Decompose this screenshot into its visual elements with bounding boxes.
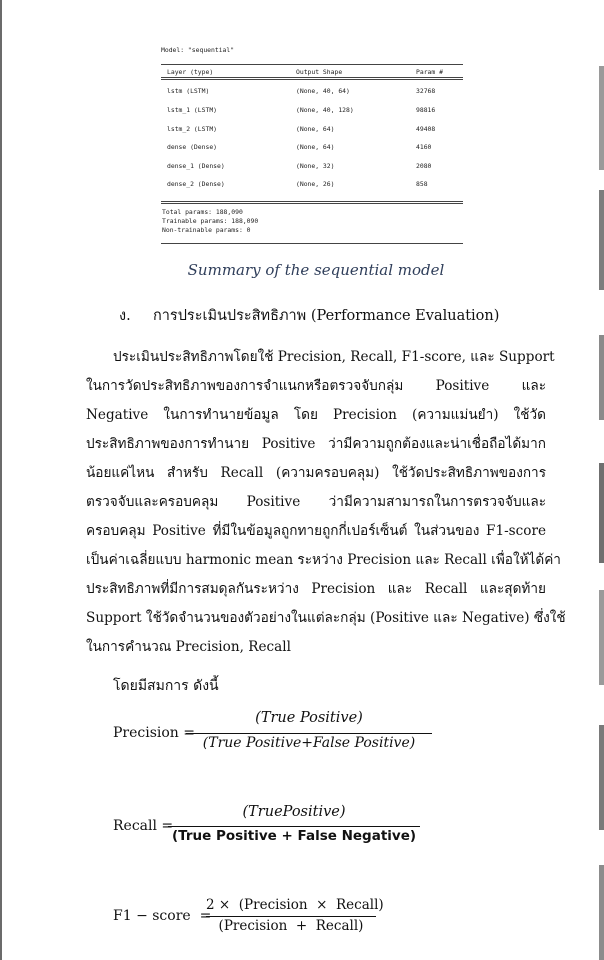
layer-output-shape: (None, 40, 64) — [296, 87, 350, 95]
precision-label: Precision = — [113, 725, 196, 741]
layer-param-count: 32768 — [416, 87, 436, 95]
recall-denominator: (True Positive + False Negative) — [171, 828, 417, 844]
layer-param-count: 4160 — [416, 143, 432, 151]
non-trainable-params: Non-trainable params: 0 — [162, 226, 251, 234]
section-title: การประเมินประสิทธิภาพ (Performance Evaluation) — [153, 308, 500, 324]
paragraph-line: ตรวจจับและครอบคลุม Positive ว่ามีความสามารถในการตรวจจับและ — [86, 494, 546, 510]
layer-param-count: 2080 — [416, 162, 432, 170]
layer-name: lstm (LSTM) — [167, 87, 210, 95]
table-top-rule — [161, 64, 463, 65]
recall-numerator: (TruePositive) — [242, 804, 346, 820]
layer-param-count: 98816 — [416, 106, 436, 114]
layer-output-shape: (None, 64) — [296, 125, 335, 133]
paragraph-line: ครอบคลุม Positive ที่มีในข้อมูลถูกทายถูกกี่เปอร์เซ็นต์ ในส่วนของ F1-score — [86, 523, 546, 539]
f1-label: F1 − score = — [113, 908, 212, 924]
adjacent-page-strip — [599, 725, 604, 830]
f1-denominator: (Precision + Recall) — [218, 918, 364, 934]
header-double-rule — [161, 77, 463, 80]
f1-fraction-bar — [206, 916, 376, 917]
adjacent-page-strip — [599, 463, 604, 563]
paragraph-line: Support ใช้วัดจำนวนของตัวอย่างในแต่ละกลุ่ม (Positive และ Negative) ซึ่งใช้ — [86, 610, 566, 626]
layer-name: dense_2 (Dense) — [167, 180, 225, 188]
layer-output-shape: (None, 32) — [296, 162, 335, 170]
paragraph-line: ประสิทธิภาพของการทำนาย Positive ว่ามีความถูกต้องและน่าเชื่อถือได้มาก — [86, 436, 546, 452]
adjacent-page-strip — [599, 590, 604, 685]
precision-numerator: (True Positive) — [255, 710, 363, 726]
layer-output-shape: (None, 64) — [296, 143, 335, 151]
precision-fraction-bar — [186, 733, 432, 734]
recall-fraction-bar — [168, 826, 420, 827]
header-param-count: Param # — [416, 68, 443, 76]
adjacent-page-strip — [599, 335, 604, 420]
paragraph-line: ในการคำนวณ Precision, Recall — [86, 639, 291, 655]
trainable-params: Trainable params: 188,090 — [162, 217, 259, 225]
model-name-line: Model: "sequential" — [161, 46, 235, 54]
header-layer-type: Layer (type) — [167, 68, 214, 76]
layer-output-shape: (None, 40, 128) — [296, 106, 354, 114]
paragraph-line: น้อยแค่ไหน สำหรับ Recall (ความครอบคลุม) ใช้วัดประสิทธิภาพของการ — [86, 465, 546, 481]
layer-name: lstm_2 (LSTM) — [167, 125, 218, 133]
figure-caption: Summary of the sequential model — [187, 261, 445, 279]
paragraph-line: ในการวัดประสิทธิภาพของการจำแนกหรือตรวจจับกลุ่ม Positive และ — [86, 378, 546, 394]
layer-name: dense (Dense) — [167, 143, 218, 151]
total-params: Total params: 188,090 — [162, 208, 243, 216]
layer-name: dense_1 (Dense) — [167, 162, 225, 170]
recall-label: Recall = — [113, 818, 174, 834]
layer-name: lstm_1 (LSTM) — [167, 106, 218, 114]
paragraph-line: เป็นค่าเฉลี่ยแบบ harmonic mean ระหว่าง Precision และ Recall เพื่อให้ได้ค่า — [86, 552, 561, 568]
equations-intro: โดยมีสมการ ดังนี้ — [113, 678, 219, 694]
paragraph-line: ประสิทธิภาพที่มีการสมดุลกันระหว่าง Precision และ Recall และสุดท้าย — [86, 581, 546, 597]
page-left-edge — [0, 0, 2, 960]
table-end-rule — [161, 243, 463, 244]
section-number: ง. — [119, 308, 131, 324]
paragraph-line: Negative ในการทำนายข้อมูล โดย Precision (ความแม่นยำ) ใช้วัด — [86, 407, 546, 423]
layer-param-count: 49408 — [416, 125, 436, 133]
layer-output-shape: (None, 26) — [296, 180, 335, 188]
paragraph-line: ประเมินประสิทธิภาพโดยใช้ Precision, Recall, F1-score, และ Support — [113, 349, 555, 365]
adjacent-page-strip — [599, 865, 604, 960]
adjacent-page-strip — [599, 66, 604, 170]
f1-numerator: 2 × (Precision × Recall) — [206, 897, 384, 913]
precision-denominator: (True Positive+False Positive) — [202, 735, 416, 751]
table-bottom-double-rule — [161, 201, 463, 204]
layer-param-count: 858 — [416, 180, 428, 188]
header-output-shape: Output Shape — [296, 68, 343, 76]
